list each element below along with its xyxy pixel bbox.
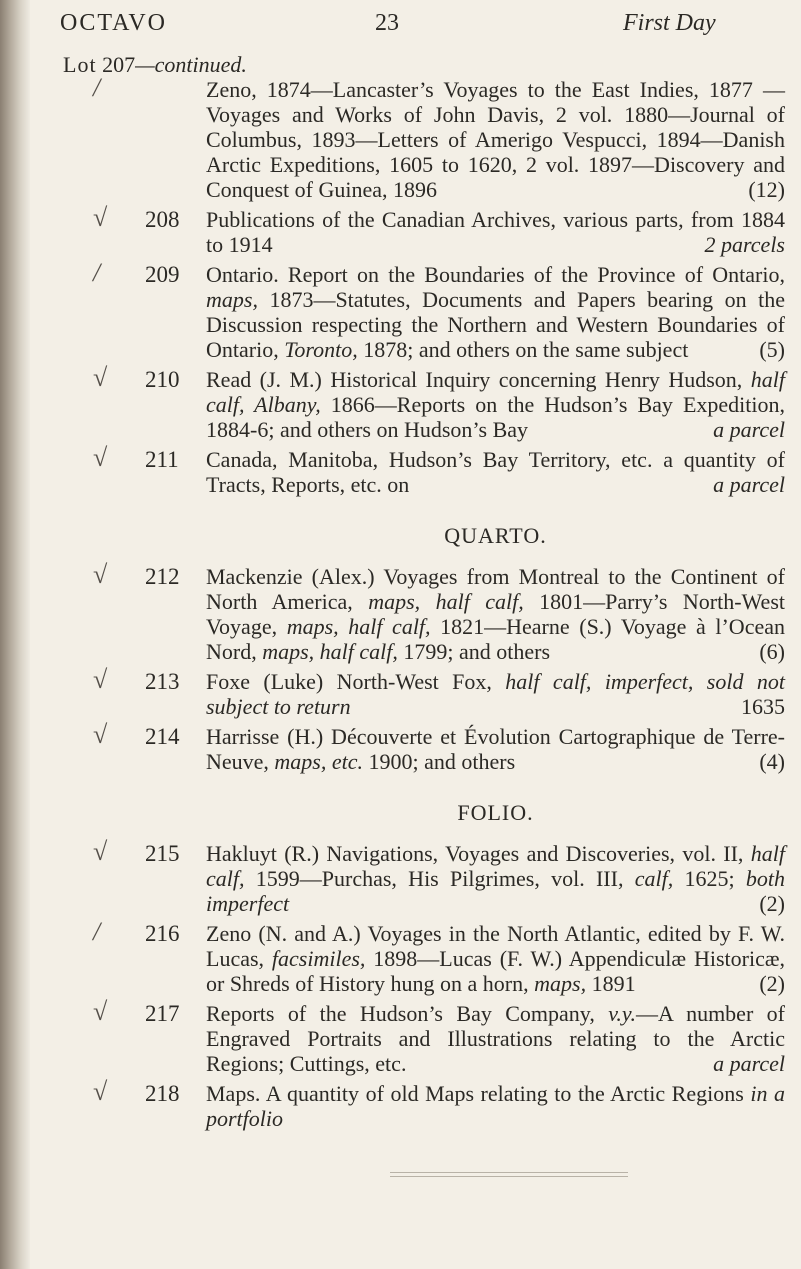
lot-quantity: (6)	[759, 639, 785, 664]
lot-entry	[63, 443, 785, 497]
lot-quantity: (2)	[759, 891, 785, 916]
lot-quantity: 1635	[741, 694, 785, 719]
lot-text: 1821—Hearne (S.) Voyage à l’Ocean Nord,	[206, 614, 785, 664]
lot-number: 208	[145, 207, 180, 232]
lot-number: 211	[145, 447, 179, 472]
lot-text: Mackenzie (Alex.) Voyages from Montreal to the Continent of North America,	[206, 564, 785, 614]
lot-number: 213	[145, 669, 180, 694]
lot-text: Harrisse (H.) Découverte et Évolution Cartographique de Terre-Neuve,	[206, 724, 785, 774]
lot-text-italic: half calf, imperfect, sold not subject to return	[206, 669, 785, 719]
lot-entry	[63, 997, 786, 1076]
lot-entry	[63, 560, 785, 664]
lot-207-heading	[63, 52, 785, 77]
lot-entry	[63, 720, 785, 774]
lot-text-italic: facsimiles,	[271, 946, 366, 971]
lot-entry	[63, 1077, 785, 1131]
lot-number: 212	[145, 564, 180, 589]
lot-text-italic: Toronto,	[284, 337, 358, 362]
header-format: OCTAVO	[60, 10, 167, 36]
lot-text: Foxe (Luke) North-West Fox,	[206, 669, 506, 694]
check-mark-icon: √	[93, 1077, 108, 1106]
lot-number: 210	[145, 367, 180, 392]
lot-text-italic: calf,	[634, 866, 674, 891]
page-header	[0, 10, 801, 40]
lot-word: Lot	[63, 52, 97, 77]
lot-number: 216	[145, 921, 180, 946]
lot-text: Read (J. M.) Historical Inquiry concerning Henry Hudson,	[206, 367, 751, 392]
continued-label: —continued.	[135, 52, 247, 77]
lot-description: Zeno, 1874—Lancaster’s Voyages to the East Indies, 1877 —Voyages and Works of John Davis, 2 vol. 1880—Journal of Columbus, 1893—Letters of Amerigo Vespucci, 1894—Danish Arctic Expeditions, 1605 to 1620, 2 vol. 1897—Discovery and Conquest of Guinea, 1896	[206, 77, 785, 202]
check-mark-icon: √	[93, 560, 108, 589]
page-number: 23	[375, 10, 399, 36]
check-mark-icon: √	[93, 203, 108, 232]
lot-text: 1873—Statutes, Documents and Papers bearing on the Discussion respecting the Northern and Western Boundaries of Ontario,	[206, 287, 785, 362]
lot-text-italic: both imperfect	[206, 866, 785, 916]
lot-text-italic: v.y.	[608, 1001, 636, 1026]
lot-text-italic: maps, half calf,	[368, 589, 524, 614]
lot-number: 215	[145, 841, 180, 866]
lot-entry	[63, 917, 786, 996]
lot-text: 1599—Purchas, His Pilgrimes, vol. III,	[244, 866, 635, 891]
lot-text: Ontario. Report on the Boundaries of the Province of Ontario,	[206, 262, 785, 287]
lot-text: —A number of Engraved Portraits and Illustrations relating to the Arctic Regions; Cuttings, etc.	[206, 1001, 786, 1076]
lot-text: 1891	[586, 971, 636, 996]
lot-text: 1866—Reports on the Hudson’s Bay Expedition, 1884-6; and others on Hudson’s Bay	[206, 392, 785, 442]
lot-entry	[63, 837, 785, 916]
lot-text-italic: half calf,	[206, 841, 785, 891]
check-mark-icon: √	[93, 665, 108, 694]
lot-text-italic: half calf, Albany,	[206, 367, 785, 417]
check-mark-icon: √	[93, 997, 108, 1026]
lot-text: Hakluyt (R.) Navigations, Voyages and Discoveries, vol. II,	[206, 841, 751, 866]
lot-description: Publications of the Canadian Archives, various parts, from 1884 to 1914	[206, 207, 785, 257]
lot-entry	[63, 258, 785, 362]
lot-entry	[63, 665, 785, 719]
lot-entry	[63, 203, 785, 257]
check-mark-icon: √	[93, 837, 108, 866]
lot-text-italic: maps, half calf,	[286, 614, 431, 639]
check-mark-icon: /	[93, 73, 101, 102]
lot-entry	[63, 363, 785, 442]
page-edge-shadow	[0, 0, 30, 1269]
lot-number: 207	[102, 52, 136, 77]
lot-quantity: (4)	[759, 749, 785, 774]
check-mark-icon: /	[93, 258, 101, 287]
lot-text: Maps. A quantity of old Maps relating to the Arctic Regions	[206, 1081, 751, 1106]
lot-quantity: 2 parcels	[704, 232, 785, 257]
catalogue-body	[63, 52, 785, 1136]
check-mark-icon: √	[93, 720, 108, 749]
check-mark-icon: /	[93, 917, 101, 946]
lot-text: Reports of the Hudson’s Bay Company,	[206, 1001, 609, 1026]
lot-text: 1801—Parry’s North-West Voyage,	[206, 589, 785, 639]
lot-number: 214	[145, 724, 180, 749]
lot-quantity: (5)	[759, 337, 785, 362]
lot-number: 209	[145, 262, 180, 287]
end-rule	[390, 1172, 628, 1177]
lot-text: 1799; and others	[397, 639, 551, 664]
lot-quantity: a parcel	[713, 472, 785, 497]
lot-text-italic: maps, etc.	[274, 749, 364, 774]
lot-text: 1900; and others	[363, 749, 516, 774]
lot-quantity: a parcel	[713, 1051, 785, 1076]
lot-207-entry	[63, 73, 785, 202]
section-heading-quarto: QUARTO.	[444, 523, 547, 548]
check-mark-icon: √	[93, 363, 108, 392]
lot-description: Canada, Manitoba, Hudson’s Bay Territory, etc. a quantity of Tracts, Reports, etc. on	[206, 447, 785, 497]
lot-quantity: a parcel	[713, 417, 785, 442]
lot-text-italic: maps, half calf,	[262, 639, 398, 664]
check-mark-icon: √	[93, 443, 108, 472]
lot-text: 1898—Lucas (F. W.) Appendiculæ Historicæ, or Shreds of History hung on a horn,	[206, 946, 786, 996]
lot-text: Zeno (N. and A.) Voyages in the North Atlantic, edited by F. W. Lucas,	[206, 921, 785, 971]
lot-quantity: (12)	[748, 177, 785, 202]
lot-text-italic: in a portfolio	[206, 1081, 785, 1131]
header-day: First Day	[623, 10, 716, 36]
lot-text-italic: maps,	[206, 287, 258, 312]
lot-number: 217	[145, 1001, 180, 1026]
lot-text: 1625;	[673, 866, 746, 891]
section-heading-folio: FOLIO.	[457, 800, 534, 825]
lot-number: 218	[145, 1081, 180, 1106]
lot-text: 1878; and others on the same subject	[357, 337, 689, 362]
lot-text-italic: maps,	[534, 971, 587, 996]
lot-quantity: (2)	[759, 971, 785, 996]
